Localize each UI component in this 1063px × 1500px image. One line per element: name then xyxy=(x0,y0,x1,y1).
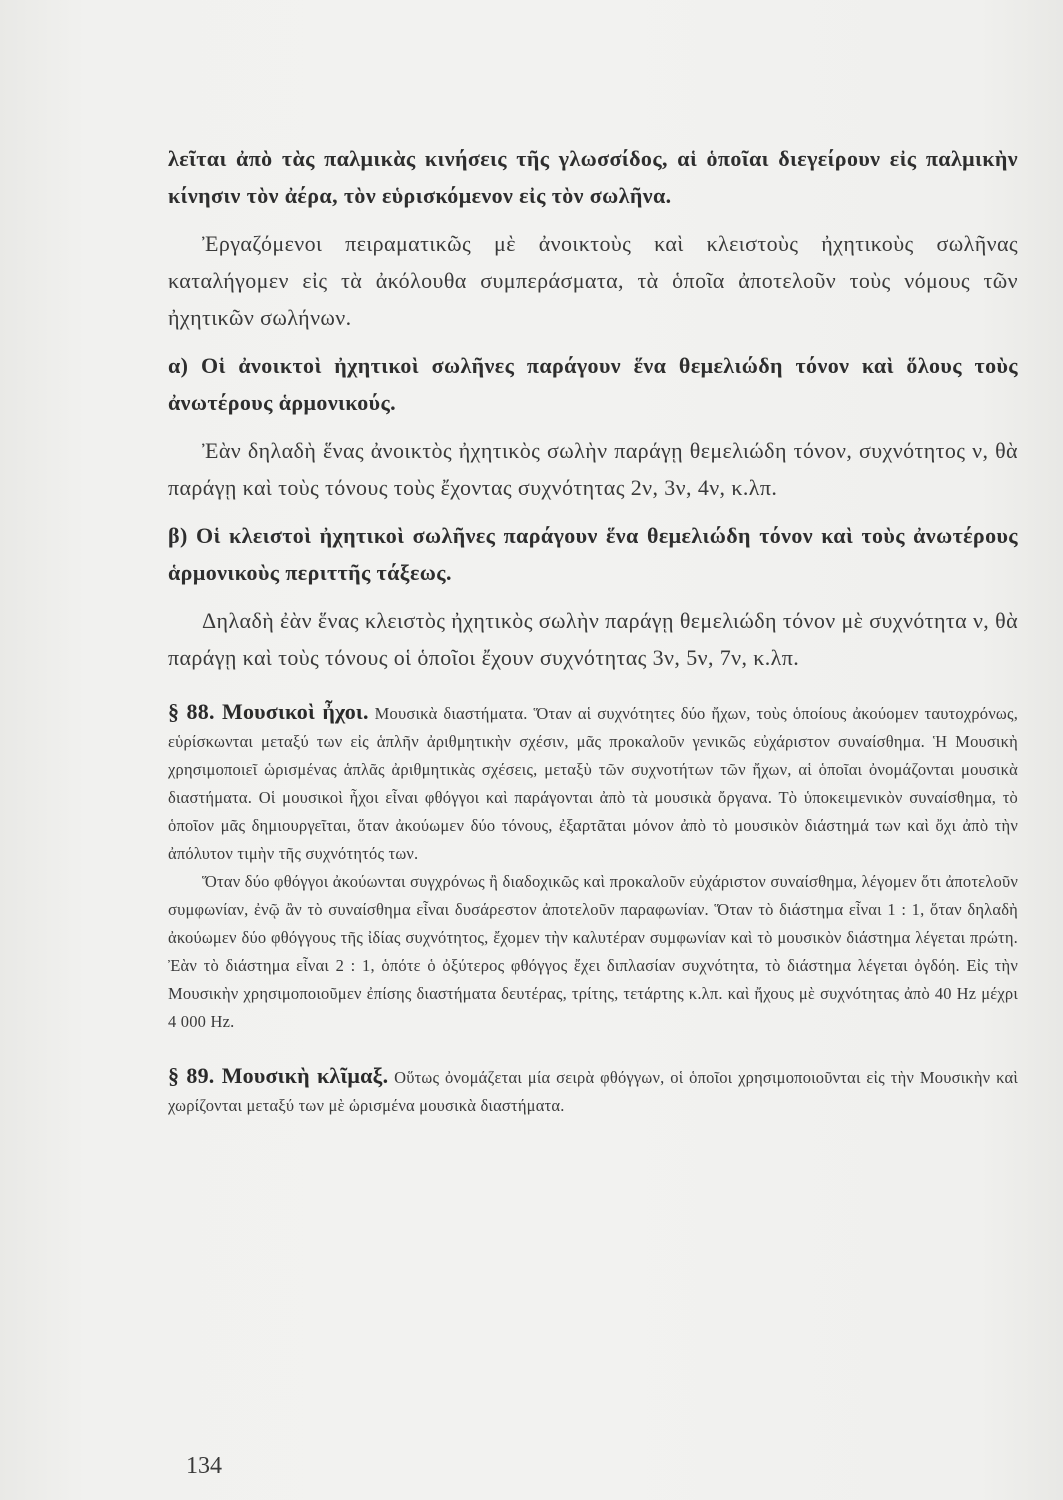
page-body xyxy=(168,140,1018,1120)
section-89-paragraph xyxy=(168,1062,1018,1120)
law-b-statement: β) Οἱ κλειστοὶ ἠχητικοὶ σωλῆνες παράγουν ἕνα θεμελιώδη τόνον καὶ τοὺς ἀνωτέρους ἁρμονικοὺς περιττῆς τάξεως. xyxy=(168,523,1018,585)
section-88-second-paragraph: Ὅταν δύο φθόγγοι ἀκούωνται συγχρόνως ἢ διαδοχικῶς καὶ προκαλοῦν εὐχάριστον συναίσθημα, λέγομεν ὅτι ἀποτελοῦν συμφωνίαν, ἐνῷ ἂν τὸ συναίσθημα εἶναι δυσάρεστον ἀποτελοῦν παραφωνίαν. Ὅταν τὸ διάστημα εἶναι 1 : 1, ὅταν δηλαδὴ ἀκούωμεν δύο φθόγγους τῆς ἰδίας συχνότητος, ἔχομεν τὴν καλυτέραν συμφωνίαν καὶ τὸ μουσικὸν διάστημα λέγεται πρώτη. Ἐὰν τὸ διάστημα εἶναι 2 : 1, ὁπότε ὁ ὀξύτερος φθόγγος ἔχει διπλασίαν συχνότητα, τὸ διάστημα λέγεται ὀγδόη. Εἰς τὴν Μουσικὴν χρησιμοποιοῦμεν ἐπίσης διαστήματα δευτέρας, τρίτης, τετάρτης κ.λπ. καὶ ἤχους μὲ συχνότητας ἀπὸ 40 Hz μέχρι 4 000 Hz. xyxy=(168,872,1018,1031)
intro-paragraph: λεῖται ἀπὸ τὰς παλμικὰς κινήσεις τῆς γλωσσίδος, αἱ ὁποῖαι διεγείρουν εἰς παλμικὴν κίνησιν τὸν ἀέρα, τὸν εὑρισκόμενον εἰς τὸν σωλῆνα. xyxy=(168,146,1018,208)
section-88-text: Ὅταν αἱ συχνότητες δύο ἤχων, τοὺς ὁποίους ἀκούομεν ταυτοχρόνως, εὑρίσκωνται μεταξύ των εἰς ἁπλῆν ἀριθμητικὴν σχέσιν, μᾶς προκαλοῦν γενικῶς εὐχάριστον συναίσθημα. Ἡ Μουσικὴ χρησιμοποιεῖ ὡρισμένας ἁπλᾶς ἀριθμητικὰς σχέσεις, μεταξὺ τῶν συχνοτήτων τῶν ἤχων, αἱ ὁποῖαι ὀνομάζονται μουσικὰ διαστήματα. Οἱ μουσικοὶ ἦχοι εἶναι φθόγγοι καὶ παράγονται ἀπὸ τὰ μουσικὰ ὄργανα. Τὸ ὑποκειμενικὸν συναίσθημα, τὸ ὁποῖον μᾶς δημιουργεῖται, ὅταν ἀκούωμεν δύο τόνους, ἐξαρτᾶται μόνον ἀπὸ τὸ μουσικὸν διάστημά των καὶ ὄχι ἀπὸ τὴν ἀπόλυτον τιμὴν τῆς συχνότητός των. xyxy=(168,704,1019,863)
section-88-subheading: Μουσικὰ διαστήματα. xyxy=(374,704,528,723)
law-a-explanation: Ἐὰν δηλαδὴ ἕνας ἀνοικτὸς ἠχητικὸς σωλὴν παράγῃ θεμελιώδη τόνον, συχνότητος ν, θὰ παράγῃ καὶ τοὺς τόνους τοὺς ἔχοντας συχνότητας 2ν, 3ν, 4ν, κ.λπ. xyxy=(168,438,1018,500)
experiment-paragraph: Ἐργαζόμενοι πειραματικῶς μὲ ἀνοικτοὺς καὶ κλειστοὺς ἠχητικοὺς σωλῆνας καταλήγομεν εἰς τὰ ἀκόλουθα συμπεράσματα, τὰ ὁποῖα ἀποτελοῦν τοὺς νόμους τῶν ἠχητικῶν σωλήνων. xyxy=(168,231,1018,330)
section-89-text: Οὕτως ὀνομάζεται μία σειρὰ φθόγγων, οἱ ὁποῖοι χρησιμοποιοῦνται εἰς τὴν Μουσικὴν καὶ χωρίζονται μεταξύ των μὲ ὡρισμένα μουσικὰ διαστήματα. xyxy=(168,1068,1018,1115)
section-88-paragraph xyxy=(168,698,1018,868)
section-89-heading: § 89. Μουσικὴ κλῖμαξ. xyxy=(168,1063,389,1088)
section-88-heading: § 88. Μουσικοὶ ἦχοι. xyxy=(168,699,369,724)
law-a-statement: α) Οἱ ἀνοικτοὶ ἠχητικοὶ σωλῆνες παράγουν ἕνα θεμελιώδη τόνον καὶ ὅλους τοὺς ἀνωτέρους ἁρμονικούς. xyxy=(168,353,1018,415)
page-number: 134 xyxy=(186,1453,222,1479)
law-b-explanation: Δηλαδὴ ἐὰν ἕνας κλειστὸς ἠχητικὸς σωλὴν παράγῃ θεμελιώδη τόνον μὲ συχνότητα ν, θὰ παράγῃ καὶ τοὺς τόνους οἱ ὁποῖοι ἔχουν συχνότητας 3ν, 5ν, 7ν, κ.λπ. xyxy=(168,608,1018,670)
